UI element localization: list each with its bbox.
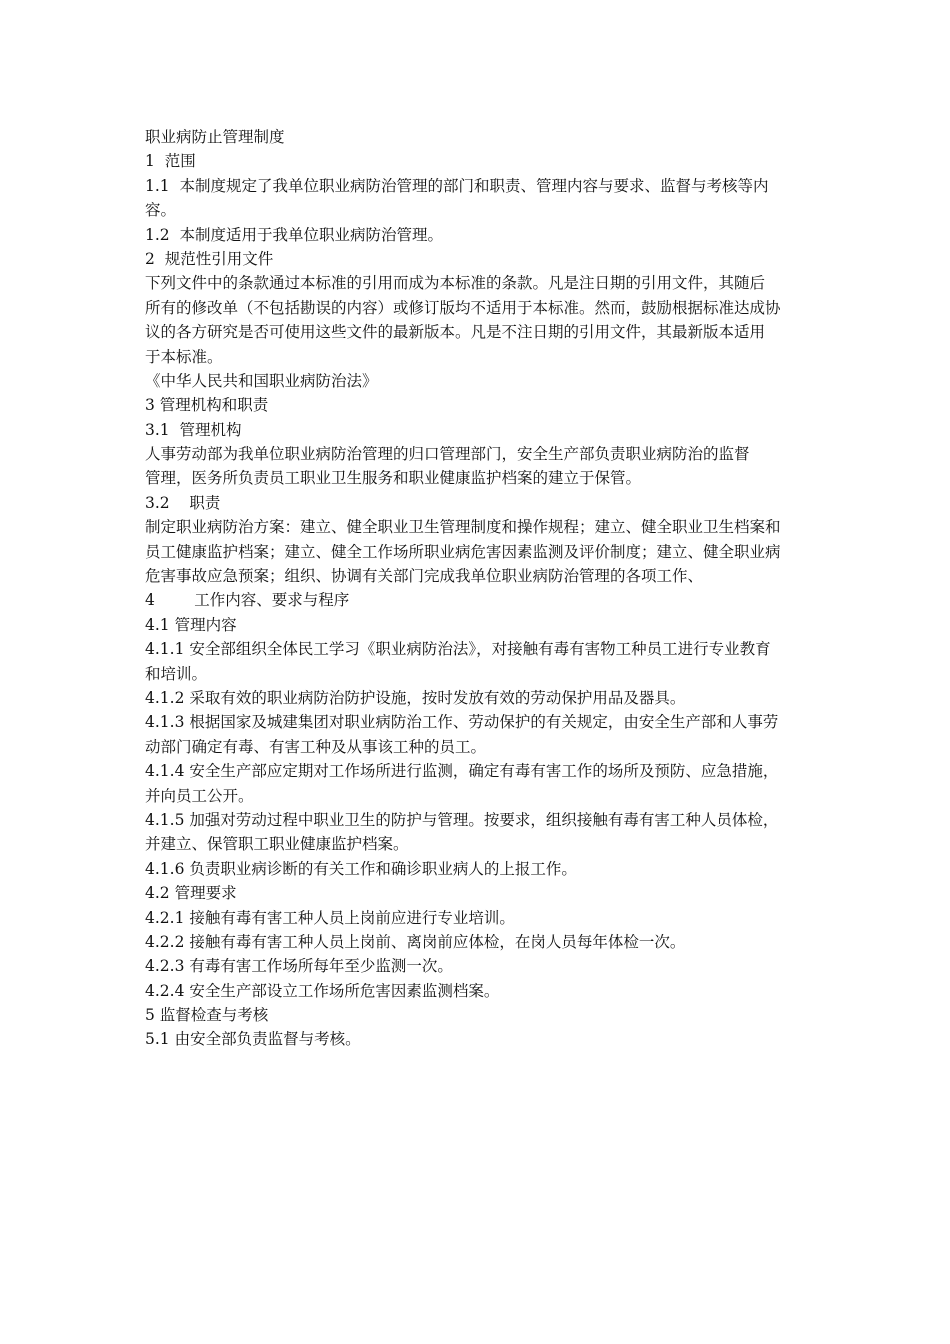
section-heading-5: 5 监督检查与考核 [145,1006,269,1025]
section-heading-3: 3 管理机构和职责 [145,396,269,415]
paragraph-line: 和培训。 [145,664,208,683]
reference-line: 《中华人民共和国职业病防治法》 [145,371,378,390]
paragraph-line: 所有的修改单（不包括勘误的内容）或修订版均不适用于本标准。然而，鼓励根据标准达成协 [145,298,781,317]
paragraph-line: 4.2.2 接触有毒有害工种人员上岗前、离岗前应体检，在岗人员每年体检一次。 [145,932,686,951]
paragraph-line: 4.1.6 负责职业病诊断的有关工作和确诊职业病人的上报工作。 [145,859,577,878]
paragraph-line: 动部门确定有毒、有害工种及从事该工种的员工。 [145,737,487,756]
section-heading-2: 2 规范性引用文件 [145,249,274,268]
paragraph-line: 4.1.1 安全部组织全体民工学习《职业病防治法》，对接触有毒有害物工种员工进行专业教育 [145,640,771,659]
paragraph-line: 4.1.5 加强对劳动过程中职业卫生的防护与管理。按要求，组织接触有毒有害工种人员体检， [145,810,779,829]
paragraph-line: 议的各方研究是否可使用这些文件的最新版本。凡是不注日期的引用文件，其最新版本适用 [145,323,766,342]
paragraph-line: 容。 [145,201,177,220]
paragraph-line: 于本标准。 [145,347,223,366]
subsection-heading: 3.1 管理机构 [145,420,242,439]
paragraph-line: 危害事故应急预案；组织、协调有关部门完成我单位职业病防治管理的各项工作、 [145,567,704,586]
paragraph-line: 员工健康监护档案；建立、健全工作场所职业病危害因素监测及评价制度；建立、健全职业病 [145,542,781,561]
document-title: 职业病防止管理制度 [145,128,285,146]
subsection-heading: 4.1 管理内容 [145,615,237,634]
paragraph-line: 5.1 由安全部负责监督与考核。 [145,1030,361,1049]
paragraph-line: 制定职业病防治方案：建立、健全职业卫生管理制度和操作规程；建立、健全职业卫生档案和 [145,518,781,537]
paragraph-line: 管理，医务所负责员工职业卫生服务和职业健康监护档案的建立于保管。 [145,469,642,488]
paragraph-line: 4.2.1 接触有毒有害工种人员上岗前应进行专业培训。 [145,908,515,927]
paragraph-line: 并建立、保管职工职业健康监护档案。 [145,835,409,854]
paragraph-line: 下列文件中的条款通过本标准的引用而成为本标准的条款。凡是注日期的引用文件，其随后 [145,274,766,293]
paragraph-line: 人事劳动部为我单位职业病防治管理的归口管理部门，安全生产部负责职业病防治的监督 [145,445,750,464]
paragraph-line: 1.2 本制度适用于我单位职业病防治管理。 [145,225,444,244]
paragraph-line: 4.1.2 采取有效的职业病防治防护设施，按时发放有效的劳动保护用品及器具。 [145,688,686,707]
section-heading-4: 4 工作内容、要求与程序 [145,591,350,610]
paragraph-line: 4.2.4 安全生产部设立工作场所危害因素监测档案。 [145,981,500,1000]
paragraph-line: 4.1.4 安全生产部应定期对工作场所进行监测，确定有毒有害工作的场所及预防、应急措施， [145,762,779,781]
subsection-heading: 4.2 管理要求 [145,884,237,903]
document-body [145,125,813,1052]
paragraph-line: 1.1 本制度规定了我单位职业病防治管理的部门和职责、管理内容与要求、监督与考核等内 [145,176,769,195]
section-heading-1: 1 范围 [145,152,196,171]
paragraph-line: 4.1.3 根据国家及城建集团对职业病防治工作、劳动保护的有关规定，由安全生产部和人事劳 [145,713,779,732]
paragraph-line: 4.2.3 有毒有害工作场所每年至少监测一次。 [145,957,453,976]
paragraph-line: 并向员工公开。 [145,786,254,805]
subsection-heading: 3.2 职责 [145,493,221,512]
